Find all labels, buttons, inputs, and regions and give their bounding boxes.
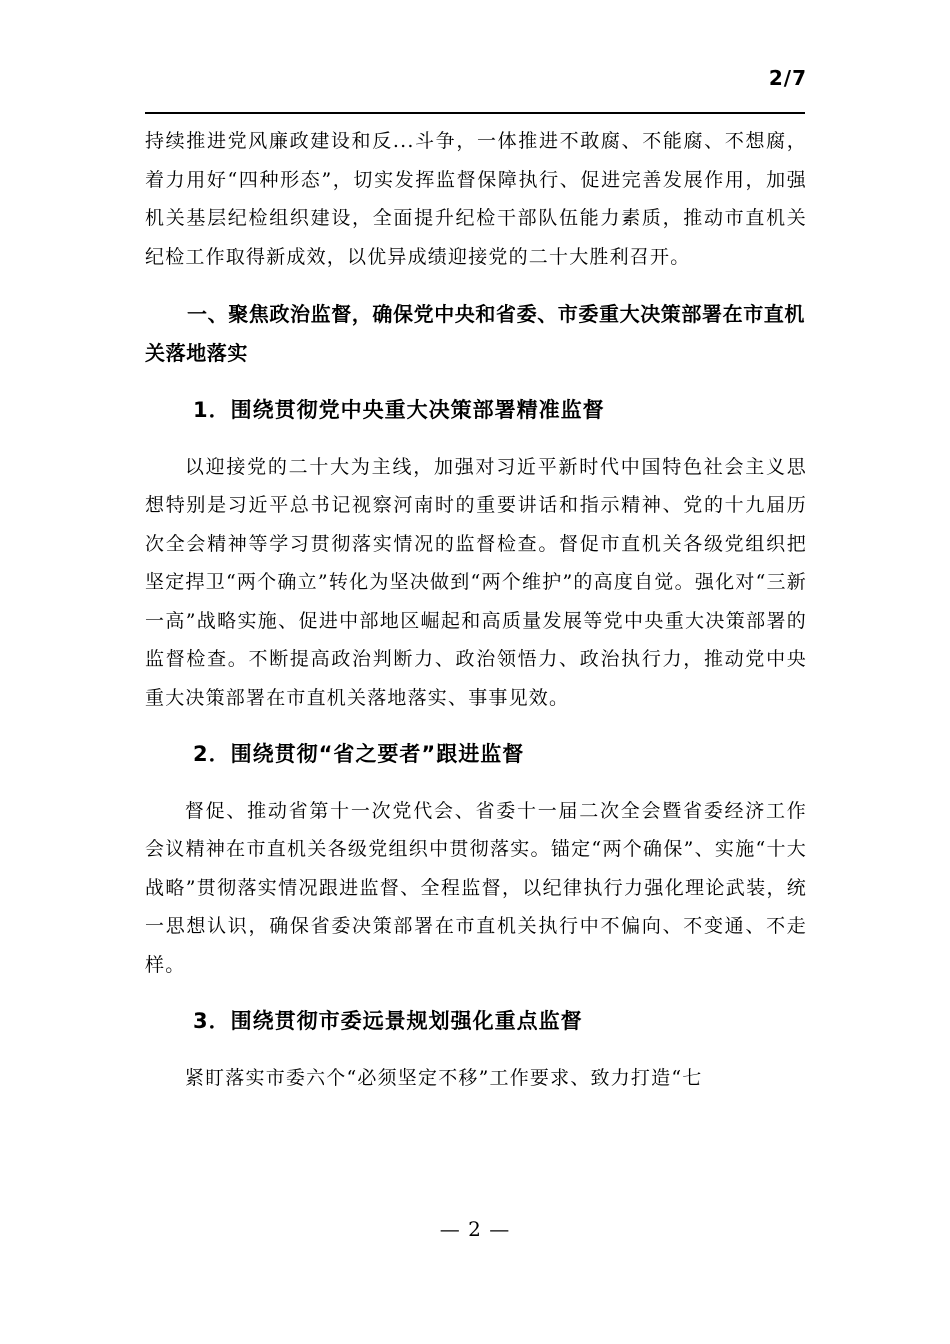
section-heading-1: 一、聚焦政治监督，确保党中央和省委、市委重大决策部署在市直机关落地落实 (145, 302, 805, 365)
subsection-heading-3: 3．围绕贯彻市委远景规划强化重点监督 (193, 1009, 583, 1033)
page-number: — 2 — (439, 1217, 511, 1241)
subsection-heading-2: 2．围绕贯彻“省之要者”跟进监督 (193, 742, 525, 766)
intro-paragraph: 持续推进党风廉政建设和反...斗争，一体推进不敢腐、不能腐、不想腐，着力用好“四种形态”，切实发挥监督保障执行、促进完善发展作用，加强机关基层纪检组织建设，全面提升纪检干部队伍能力素质，推动市直机关纪检工作取得新成效，以优异成绩迎接党的二十大胜利召开。 (145, 130, 807, 268)
document-body (145, 122, 807, 1097)
header-rule (145, 112, 805, 114)
body-paragraph-1: 以迎接党的二十大为主线，加强对习近平新时代中国特色社会主义思想特别是习近平总书记视察河南时的重要讲话和指示精神、党的十九届历次全会精神等学习贯彻落实情况的监督检查。督促市直机关各级党组织把坚定捍卫“两个确立”转化为坚决做到“两个维护”的高度自觉。强化对“三新一高”战略实施、促进中部地区崛起和高质量发展等党中央重大决策部署的监督检查。不断提高政治判断力、政治领悟力、政治执行力，推动党中央重大决策部署在市直机关落地落实、事事见效。 (145, 455, 807, 709)
body-paragraph-2: 督促、推动省第十一次党代会、省委十一届二次全会暨省委经济工作会议精神在市直机关各级党组织中贯彻落实。锚定“两个确保”、实施“十大战略”贯彻落实情况跟进监督、全程监督，以纪律执行力强化理论武装，统一思想认识，确保省委决策部署在市直机关执行中不偏向、不变通、不走样。 (145, 799, 807, 976)
body-paragraph-3: 紧盯落实市委六个“必须坚定不移”工作要求、致力打造“七 (184, 1066, 703, 1089)
subsection-heading-1: 1．围绕贯彻党中央重大决策部署精准监督 (193, 398, 605, 422)
page-counter: 2/7 (768, 66, 807, 90)
